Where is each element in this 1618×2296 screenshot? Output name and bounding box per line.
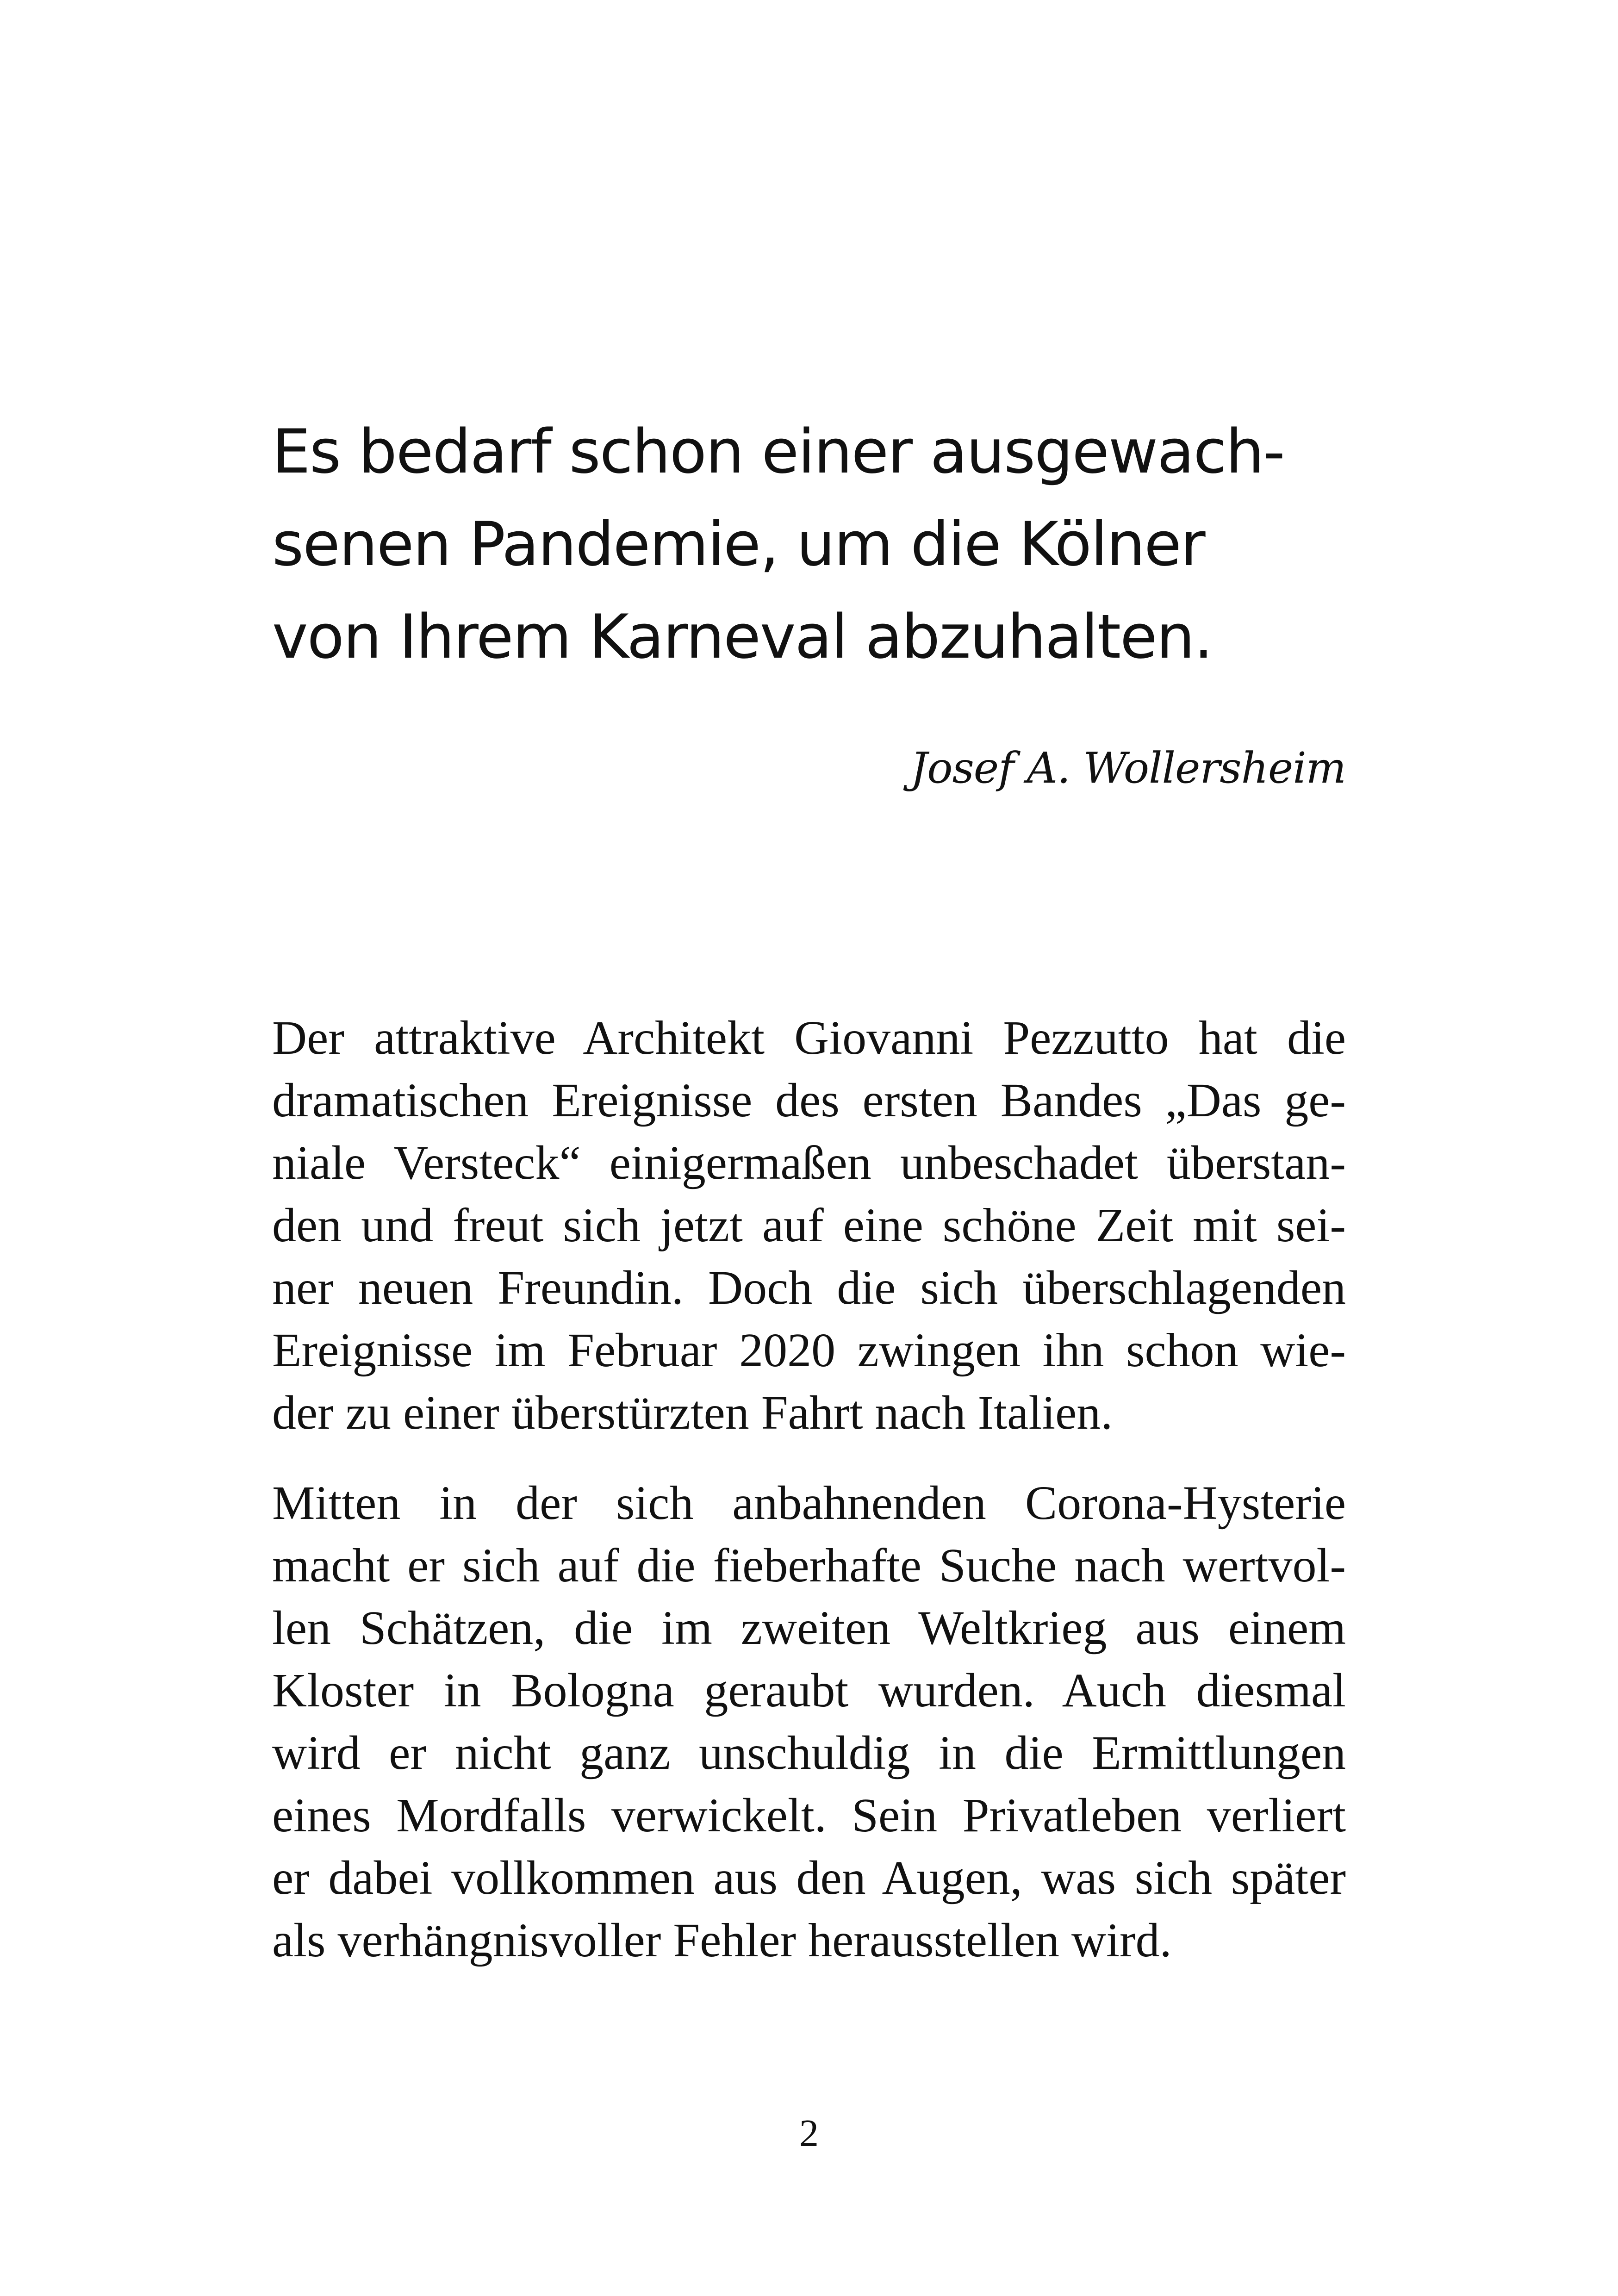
paragraph-line: macht er sich auf die fieberhafte Suche nach wertvol-	[272, 1539, 1346, 1592]
body-paragraph-1	[272, 1007, 1346, 1444]
paragraph-line: Ereignisse im Februar 2020 zwingen ihn schon wie-	[272, 1324, 1346, 1377]
paragraph-line: Mitten in der sich anbahnenden Corona-Hysterie	[272, 1476, 1346, 1530]
paragraph-line: er dabei vollkommen aus den Augen, was sich später	[272, 1851, 1346, 1904]
paragraph-line: eines Mordfalls verwickelt. Sein Privatleben verliert	[272, 1789, 1346, 1842]
body-paragraph-2	[272, 1472, 1346, 1972]
paragraph-line: Der attraktive Architekt Giovanni Pezzutto hat die	[272, 1011, 1346, 1064]
quote-line: senen Pandemie, um die Kölner	[272, 509, 1205, 579]
epigraph-quote	[272, 405, 1346, 683]
paragraph-line: len Schätzen, die im zweiten Weltkrieg aus einem	[272, 1601, 1346, 1655]
quote-attribution: Josef A. Wollersheim	[910, 743, 1346, 793]
paragraph-line: dramatischen Ereignisse des ersten Bandes „Das ge-	[272, 1074, 1346, 1127]
paragraph-line: der zu einer überstürzten Fahrt nach Italien.	[272, 1386, 1113, 1439]
paragraph-line: den und freut sich jetzt auf eine schöne Zeit mit sei-	[272, 1199, 1346, 1252]
paragraph-line: Kloster in Bologna geraubt wurden. Auch diesmal	[272, 1664, 1346, 1717]
paragraph-line: wird er nicht ganz unschuldig in die Ermittlungen	[272, 1726, 1346, 1780]
quote-line: von Ihrem Karneval abzuhalten.	[272, 601, 1213, 672]
paragraph-line: niale Versteck“ einigermaßen unbeschadet überstan-	[272, 1136, 1346, 1189]
quote-line: Es bedarf schon einer ausgewach-	[272, 416, 1284, 487]
page-number: 2	[799, 2112, 819, 2155]
paragraph-line: ner neuen Freundin. Doch die sich überschlagenden	[272, 1261, 1346, 1314]
paragraph-line: als verhängnisvoller Fehler herausstellen wird.	[272, 1914, 1172, 1967]
